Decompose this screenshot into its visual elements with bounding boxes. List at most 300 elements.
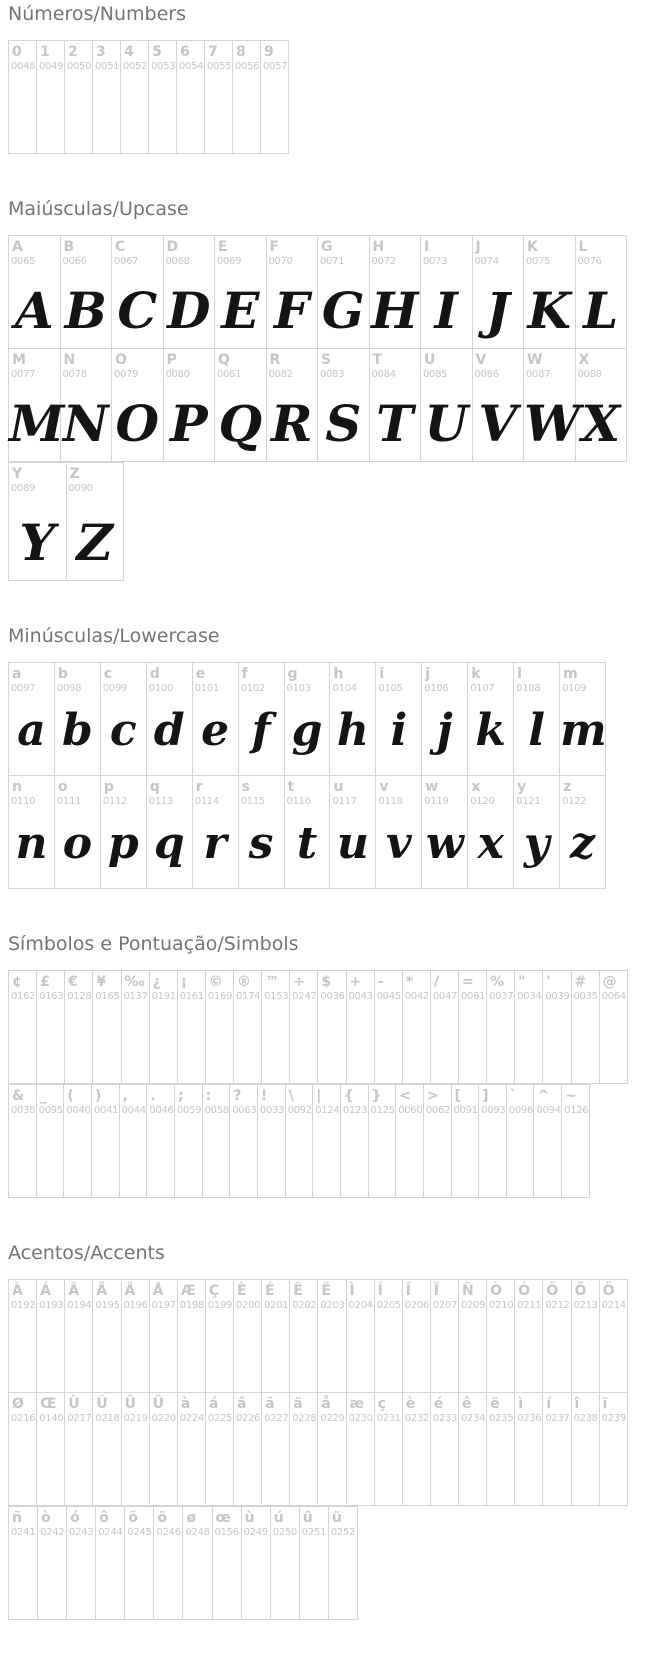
glyph-cell [261, 41, 289, 154]
cell-script-glyph: J [485, 281, 510, 340]
cell-reference-char: & [12, 1088, 25, 1104]
glyph-cell [543, 1280, 571, 1393]
glyph-cell [93, 1393, 121, 1506]
cell-reference-char: ¡ [180, 974, 188, 990]
cell-unicode-code: 0241 [11, 1527, 36, 1538]
cell-reference-char: P [166, 352, 177, 368]
cell-reference-char: A [12, 239, 23, 255]
cell-reference-char: | [316, 1088, 322, 1104]
cell-unicode-code: 0073 [423, 256, 448, 267]
cell-unicode-code: 0089 [11, 483, 36, 494]
cell-reference-char: Ñ [462, 1283, 474, 1299]
cell-unicode-code: 0086 [474, 369, 499, 380]
glyph-cell [163, 349, 215, 462]
cell-unicode-code: 0197 [151, 1300, 176, 1311]
glyph-cell [174, 1085, 202, 1198]
cell-reference-char: ¥ [96, 974, 107, 990]
cell-unicode-code: 0069 [217, 256, 242, 267]
cell-unicode-code: 0043 [348, 991, 373, 1002]
glyph-cell [515, 1280, 543, 1393]
cell-unicode-code: 0194 [67, 1300, 92, 1311]
cell-script-glyph: u [336, 818, 369, 869]
glyph-cell [374, 1393, 402, 1506]
cell-unicode-code: 0098 [56, 683, 82, 694]
cell-reference-char: é [433, 1396, 444, 1412]
cell-unicode-code: 0231 [376, 1413, 401, 1424]
cell-unicode-code: 0090 [68, 483, 93, 494]
cell-reference-char: ~ [565, 1088, 577, 1104]
glyph-row [9, 1507, 358, 1620]
cell-reference-char: ê [462, 1396, 472, 1412]
cell-unicode-code: 0042 [404, 991, 429, 1002]
cell-reference-char: ' [546, 974, 551, 990]
cell-unicode-code: 0124 [315, 1105, 340, 1116]
cell-reference-char: ) [94, 1088, 102, 1104]
cell-unicode-code: 0103 [286, 683, 311, 694]
cell-reference-char: { [343, 1088, 354, 1104]
cell-script-glyph: l [528, 705, 545, 756]
glyph-cell [514, 663, 560, 776]
cell-reference-char: I [424, 239, 430, 255]
glyph-cell [9, 1393, 37, 1506]
cell-reference-char: É [265, 1283, 275, 1299]
cell-unicode-code: 0037 [489, 991, 514, 1002]
cell-reference-char: Z [69, 466, 80, 482]
cell-script-glyph: q [153, 818, 185, 869]
cell-reference-char: Æ [180, 1283, 196, 1299]
cell-unicode-code: 0064 [601, 991, 626, 1002]
glyph-cell [125, 1507, 154, 1620]
cell-unicode-code: 0113 [148, 796, 174, 807]
cell-unicode-code: 0220 [151, 1413, 176, 1424]
glyph-cell [299, 1507, 328, 1620]
cell-reference-char: û [302, 1510, 313, 1526]
cell-unicode-code: 0112 [102, 796, 128, 807]
cell-script-glyph: O [115, 394, 160, 453]
cell-unicode-code: 0250 [272, 1527, 297, 1538]
cell-reference-char: ? [233, 1088, 242, 1104]
cell-reference-char: ™ [265, 974, 280, 990]
cell-reference-char: ® [237, 974, 251, 990]
glyph-cell [9, 776, 55, 889]
cell-reference-char: y [517, 779, 527, 795]
glyph-cell [202, 1085, 230, 1198]
cell-reference-char: U [424, 352, 436, 368]
cell-reference-char: È [237, 1283, 247, 1299]
glyph-cell [543, 971, 571, 1084]
cell-reference-char: a [12, 666, 22, 682]
cell-reference-char: s [241, 779, 250, 795]
glyph-cell [234, 971, 262, 1084]
cell-unicode-code: 0228 [292, 1413, 317, 1424]
cell-unicode-code: 0074 [474, 256, 499, 267]
glyph-cell [149, 1280, 177, 1393]
cell-unicode-code: 0193 [39, 1300, 64, 1311]
cell-script-glyph: X [581, 394, 621, 453]
cell-unicode-code: 0207 [432, 1300, 458, 1311]
cell-unicode-code: 0048 [11, 61, 36, 72]
cell-reference-char: Ö [602, 1283, 615, 1299]
cell-unicode-code: 0050 [67, 61, 92, 72]
cell-script-glyph: C [117, 281, 158, 340]
cell-unicode-code: 0045 [376, 991, 401, 1002]
glyph-cell [121, 1393, 149, 1506]
cell-unicode-code: 0087 [526, 369, 551, 380]
cell-unicode-code: 0161 [179, 991, 204, 1002]
glyph-cell [515, 971, 543, 1084]
cell-script-glyph: n [15, 818, 48, 869]
cell-unicode-code: 0054 [179, 61, 204, 72]
glyph-cell [36, 1085, 64, 1198]
cell-unicode-code: 0224 [179, 1413, 204, 1424]
cell-unicode-code: 0093 [481, 1105, 506, 1116]
glyph-cell [234, 1393, 262, 1506]
glyph-cell [346, 1280, 374, 1393]
cell-script-glyph: M [9, 394, 65, 453]
glyph-cell [163, 236, 215, 349]
cell-reference-char: ` [509, 1088, 517, 1104]
cell-reference-char: ñ [12, 1510, 22, 1526]
glyph-cell [487, 1393, 515, 1506]
glyph-cell [238, 663, 284, 776]
cell-unicode-code: 0235 [489, 1413, 514, 1424]
glyph-cell [215, 236, 267, 349]
cell-unicode-code: 0212 [545, 1300, 570, 1311]
glyph-cell [346, 971, 374, 1084]
cell-script-glyph: G [321, 281, 365, 340]
glyph-row [9, 971, 628, 1084]
cell-reference-char: ü [331, 1510, 342, 1526]
glyph-cell [9, 349, 65, 462]
cell-reference-char: b [57, 666, 68, 682]
cell-unicode-code: 0213 [573, 1300, 598, 1311]
glyph-cell [290, 1280, 318, 1393]
cell-unicode-code: 0068 [165, 256, 190, 267]
cell-unicode-code: 0057 [263, 61, 288, 72]
cell-unicode-code: 0058 [204, 1105, 229, 1116]
cell-unicode-code: 0248 [185, 1527, 210, 1538]
glyph-row [9, 349, 627, 462]
cell-reference-char: E [218, 239, 228, 255]
upcase-glyph-table [8, 462, 124, 581]
cell-reference-char: j [425, 666, 431, 682]
cell-reference-char: = [462, 974, 474, 990]
cell-unicode-code: 0119 [424, 796, 449, 807]
cell-reference-char: ö [157, 1510, 168, 1526]
accents-glyph-table [8, 1279, 628, 1506]
glyph-cell [562, 1085, 590, 1198]
cell-unicode-code: 0091 [453, 1105, 478, 1116]
cell-reference-char: Ä [124, 1283, 136, 1299]
cell-reference-char: e [195, 666, 206, 682]
cell-reference-char: r [195, 779, 203, 795]
glyph-cell [459, 1393, 487, 1506]
glyph-cell [571, 1280, 599, 1393]
cell-unicode-code: 0126 [564, 1105, 589, 1116]
glyph-cell [376, 776, 422, 889]
cell-reference-char: â [237, 1396, 247, 1412]
cell-unicode-code: 0201 [264, 1300, 289, 1311]
glyph-cell [37, 41, 65, 154]
glyph-cell [479, 1085, 507, 1198]
cell-script-glyph: B [64, 281, 107, 340]
cell-script-glyph: h [336, 705, 369, 756]
glyph-cell [192, 663, 238, 776]
cell-unicode-code: 0044 [121, 1105, 146, 1116]
cell-reference-char: $ [321, 974, 332, 990]
cell-unicode-code: 0156 [214, 1527, 239, 1538]
cell-reference-char: N [63, 352, 76, 368]
glyph-cell [234, 1280, 262, 1393]
cell-script-glyph: P [169, 394, 208, 453]
cell-reference-char: Ì [349, 1283, 355, 1299]
cell-reference-char: \ [288, 1088, 294, 1104]
cell-script-glyph: N [62, 394, 109, 453]
glyph-row [9, 1280, 628, 1393]
cell-unicode-code: 0233 [432, 1413, 458, 1424]
cell-reference-char: < [399, 1088, 411, 1104]
glyph-cell [318, 971, 346, 1084]
cell-reference-char: ã [265, 1396, 275, 1412]
cell-unicode-code: 0162 [11, 991, 36, 1002]
cell-script-glyph: b [62, 705, 93, 756]
glyph-cell [241, 1507, 270, 1620]
cell-reference-char: 1 [40, 44, 50, 60]
cell-reference-char: ë [490, 1396, 500, 1412]
cell-unicode-code: 0106 [424, 683, 449, 694]
glyph-cell [149, 41, 177, 154]
cell-unicode-code: 0114 [194, 796, 219, 807]
cell-reference-char: Ç [208, 1283, 220, 1299]
glyph-cell [422, 776, 468, 889]
glyph-cell [233, 41, 261, 154]
cell-unicode-code: 0203 [320, 1300, 345, 1311]
cell-reference-char: Ú [96, 1396, 108, 1412]
glyph-cell [64, 1085, 92, 1198]
glyph-cell [599, 1393, 627, 1506]
cell-reference-char: œ [215, 1510, 231, 1526]
cell-reference-char: € [68, 974, 78, 990]
cell-unicode-code: 0243 [69, 1527, 94, 1538]
cell-unicode-code: 0153 [264, 991, 289, 1002]
cell-unicode-code: 0084 [371, 369, 396, 380]
glyph-cell [451, 1085, 479, 1198]
glyph-cell [192, 776, 238, 889]
cell-reference-char: ^ [537, 1088, 550, 1104]
glyph-cell [149, 971, 177, 1084]
cell-unicode-code: 0105 [378, 683, 403, 694]
glyph-row [9, 1393, 628, 1506]
cell-reference-char: Ó [518, 1283, 531, 1299]
cell-reference-char: q [149, 779, 160, 795]
cell-reference-char: ÷ [293, 974, 305, 990]
glyph-row [9, 776, 606, 889]
cell-reference-char: c [103, 666, 113, 682]
cell-reference-char: Œ [40, 1396, 57, 1412]
cell-unicode-code: 0038 [11, 1105, 36, 1116]
cell-reference-char: * [405, 974, 414, 990]
cell-script-glyph: H [371, 281, 419, 340]
cell-unicode-code: 0199 [207, 1300, 233, 1311]
glyph-cell [177, 1280, 205, 1393]
cell-unicode-code: 0216 [11, 1413, 36, 1424]
cell-unicode-code: 0200 [236, 1300, 261, 1311]
cell-reference-char: H [372, 239, 385, 255]
cell-reference-char: l [517, 666, 522, 682]
glyph-cell [515, 1393, 543, 1506]
cell-reference-char: t [287, 779, 295, 795]
cell-unicode-code: 0206 [404, 1300, 429, 1311]
cell-unicode-code: 0060 [398, 1105, 423, 1116]
glyph-cell [9, 663, 55, 776]
glyph-row [9, 236, 627, 349]
glyph-cell [575, 236, 627, 349]
cell-reference-char: ä [293, 1396, 303, 1412]
cell-reference-char: Â [68, 1283, 80, 1299]
cell-reference-char: ! [260, 1088, 268, 1104]
glyph-cell [599, 971, 627, 1084]
cell-reference-char: 8 [236, 44, 246, 60]
glyph-cell [313, 1085, 341, 1198]
cell-unicode-code: 0192 [11, 1300, 36, 1311]
glyph-cell [100, 663, 146, 776]
cell-reference-char: Ü [152, 1396, 164, 1412]
cell-script-glyph: t [296, 818, 318, 869]
cell-unicode-code: 0244 [98, 1527, 123, 1538]
cell-unicode-code: 0218 [95, 1413, 120, 1424]
glyph-cell [290, 971, 318, 1084]
cell-script-glyph: k [475, 705, 506, 756]
glyph-cell [177, 41, 205, 154]
glyph-cell [368, 1085, 396, 1198]
cell-reference-char: F [269, 239, 280, 255]
cell-reference-char: ; [177, 1088, 184, 1104]
cell-unicode-code: 0251 [301, 1527, 327, 1538]
cell-reference-char: 3 [96, 44, 106, 60]
cell-reference-char: M [12, 352, 26, 368]
glyph-cell [37, 1393, 65, 1506]
glyph-cell [402, 971, 430, 1084]
cell-reference-char: à [180, 1396, 191, 1412]
cell-reference-char: 2 [68, 44, 78, 60]
cell-script-glyph: W [524, 394, 581, 453]
glyph-cell [422, 663, 468, 776]
cell-reference-char: Ë [321, 1283, 331, 1299]
glyph-cell [599, 1280, 627, 1393]
glyph-cell [37, 971, 65, 1084]
glyph-cell [205, 1393, 233, 1506]
cell-script-glyph: s [248, 818, 274, 869]
glyph-cell [421, 349, 473, 462]
glyph-cell [38, 1507, 67, 1620]
cell-unicode-code: 0204 [348, 1300, 373, 1311]
cell-unicode-code: 0070 [268, 256, 293, 267]
cell-script-glyph: m [560, 705, 607, 756]
glyph-cell [374, 1280, 402, 1393]
cell-script-glyph: K [527, 281, 571, 340]
cell-unicode-code: 0109 [562, 683, 587, 694]
glyph-cell [423, 1085, 451, 1198]
glyph-cell [330, 663, 376, 776]
cell-unicode-code: 0165 [95, 991, 120, 1002]
cell-unicode-code: 0122 [562, 796, 587, 807]
cell-unicode-code: 0137 [123, 991, 148, 1002]
cell-reference-char: i [379, 666, 385, 682]
section-title-lowercase: Minúsculas/Lowercase [8, 625, 220, 647]
glyph-cell [472, 236, 524, 349]
glyph-row [9, 663, 606, 776]
glyph-cell [149, 1393, 177, 1506]
glyph-cell [146, 663, 192, 776]
cell-unicode-code: 0096 [508, 1105, 534, 1116]
cell-unicode-code: 0071 [320, 256, 345, 267]
cell-reference-char: í [546, 1396, 552, 1412]
cell-unicode-code: 0034 [517, 991, 542, 1002]
cell-reference-char: : [205, 1088, 212, 1104]
cell-unicode-code: 0163 [39, 991, 64, 1002]
cell-unicode-code: 0085 [423, 369, 448, 380]
glyph-cell [9, 236, 61, 349]
cell-reference-char: ø [186, 1510, 197, 1526]
cell-unicode-code: 0107 [470, 683, 495, 694]
cell-unicode-code: 0227 [264, 1413, 289, 1424]
cell-script-glyph: T [376, 394, 414, 453]
cell-script-glyph: j [436, 705, 453, 756]
cell-reference-char: Ï [433, 1283, 440, 1299]
glyph-cell [430, 1280, 458, 1393]
glyph-cell [154, 1507, 183, 1620]
cell-script-glyph: E [221, 281, 260, 340]
cell-reference-char: Õ [574, 1283, 587, 1299]
cell-reference-char: w [425, 779, 439, 795]
cell-reference-char: W [527, 352, 543, 368]
cell-script-glyph: D [167, 281, 211, 340]
cell-reference-char: R [269, 352, 281, 368]
glyph-cell [100, 776, 146, 889]
cell-unicode-code: 0247 [292, 991, 317, 1002]
cell-unicode-code: 0226 [236, 1413, 261, 1424]
glyph-cell [374, 971, 402, 1084]
cell-unicode-code: 0252 [330, 1527, 356, 1538]
glyph-cell [459, 1280, 487, 1393]
cell-unicode-code: 0195 [95, 1300, 120, 1311]
cell-reference-char: å [321, 1396, 331, 1412]
cell-reference-char: ‰ [124, 974, 145, 990]
glyph-cell [54, 663, 100, 776]
glyph-cell [112, 349, 164, 462]
glyph-cell [238, 776, 284, 889]
glyph-cell [146, 776, 192, 889]
cell-reference-char: > [426, 1088, 439, 1104]
glyph-cell [284, 776, 330, 889]
cell-reference-char: © [208, 974, 223, 990]
cell-unicode-code: 0079 [114, 369, 139, 380]
glyph-cell [9, 1507, 38, 1620]
glyph-cell [328, 1507, 357, 1620]
cell-reference-char: _ [39, 1088, 47, 1104]
accents-glyph-table [8, 1506, 358, 1620]
cell-reference-char: h [333, 666, 344, 682]
cell-unicode-code: 0211 [517, 1300, 542, 1311]
glyph-cell [266, 236, 318, 349]
cell-unicode-code: 0075 [526, 256, 551, 267]
cell-script-glyph: F [274, 281, 310, 340]
cell-reference-char: n [12, 779, 22, 795]
cell-unicode-code: 0097 [11, 683, 36, 694]
cell-script-glyph: p [107, 818, 139, 869]
glyph-cell [230, 1085, 258, 1198]
cell-reference-char: Q [218, 352, 230, 368]
